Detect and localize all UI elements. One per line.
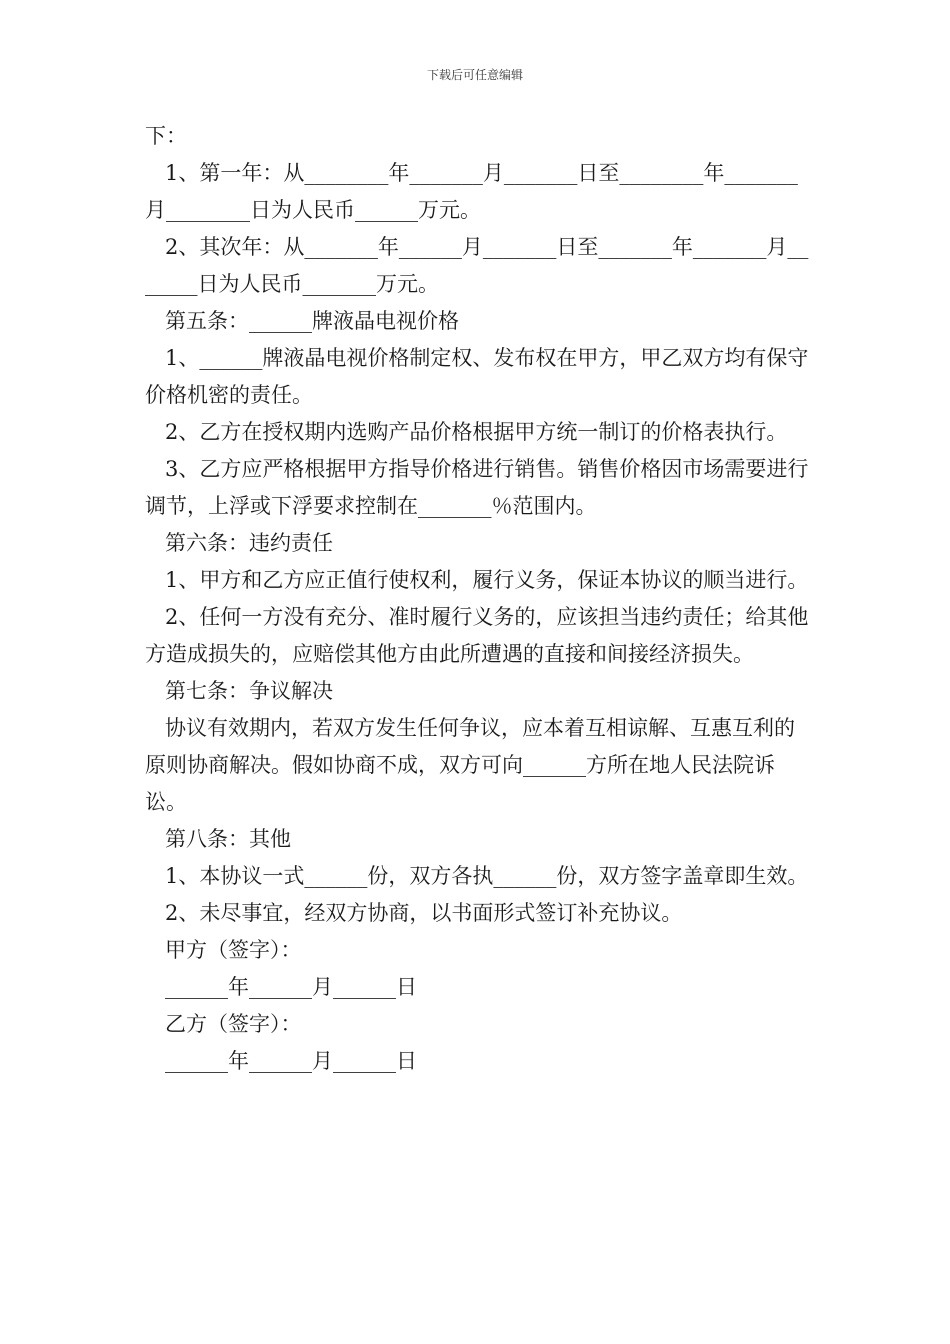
paragraph-continuation: 下：: [145, 124, 187, 148]
article-6-clause-1: 1、甲方和乙方应正值行使权利，履行义务，保证本协议的顺当进行。: [165, 568, 809, 592]
page-header-note: 下载后可任意编辑: [426, 68, 523, 82]
document-body: [145, 118, 810, 1080]
party-b-signature: 乙方（签字）：: [165, 1012, 302, 1036]
article-5-clause-3: 3、乙方应严格根据甲方指导价格进行销售。销售价格因市场需要进行调节，上浮或下浮要求控制在_______％范围内。: [145, 457, 809, 518]
paragraph-second-year: 2、其次年：从_______年______月_______日至_______年_______月_______日为人民币_______万元。: [145, 235, 809, 296]
article-7-body: 协议有效期内，若双方发生任何争议，应本着互相谅解、互惠互利的原则协商解决。假如协商不成，双方可向______方所在地人民法院诉讼。: [145, 716, 795, 814]
party-a-date: ______年______月______日: [165, 975, 417, 999]
article-5-clause-1: 1、______牌液晶电视价格制定权、发布权在甲方，甲乙双方均有保守价格机密的责任。: [145, 346, 809, 407]
article-7-heading: 第七条：争议解决: [165, 679, 333, 703]
article-6-heading: 第六条：违约责任: [165, 531, 333, 555]
party-b-date: ______年______月______日: [165, 1049, 417, 1073]
party-a-signature: 甲方（签字）：: [165, 938, 302, 962]
article-5-heading: 第五条：______牌液晶电视价格: [165, 309, 459, 333]
article-8-clause-2: 2、未尽事宜，经双方协商，以书面形式签订补充协议。: [165, 901, 683, 925]
article-8-clause-1: 1、本协议一式______份，双方各执______份，双方签字盖章即生效。: [165, 864, 809, 888]
article-6-clause-2: 2、任何一方没有充分、准时履行义务的，应该担当违约责任；给其他方造成损失的，应赔偿其他方由此所遭遇的直接和间接经济损失。: [145, 605, 809, 666]
paragraph-first-year: 1、第一年：从________年_______月_______日至________年_______月________日为人民币______万元。: [145, 161, 798, 222]
article-5-clause-2: 2、乙方在授权期内选购产品价格根据甲方统一制订的价格表执行。: [165, 420, 788, 444]
article-8-heading: 第八条：其他: [165, 827, 291, 851]
